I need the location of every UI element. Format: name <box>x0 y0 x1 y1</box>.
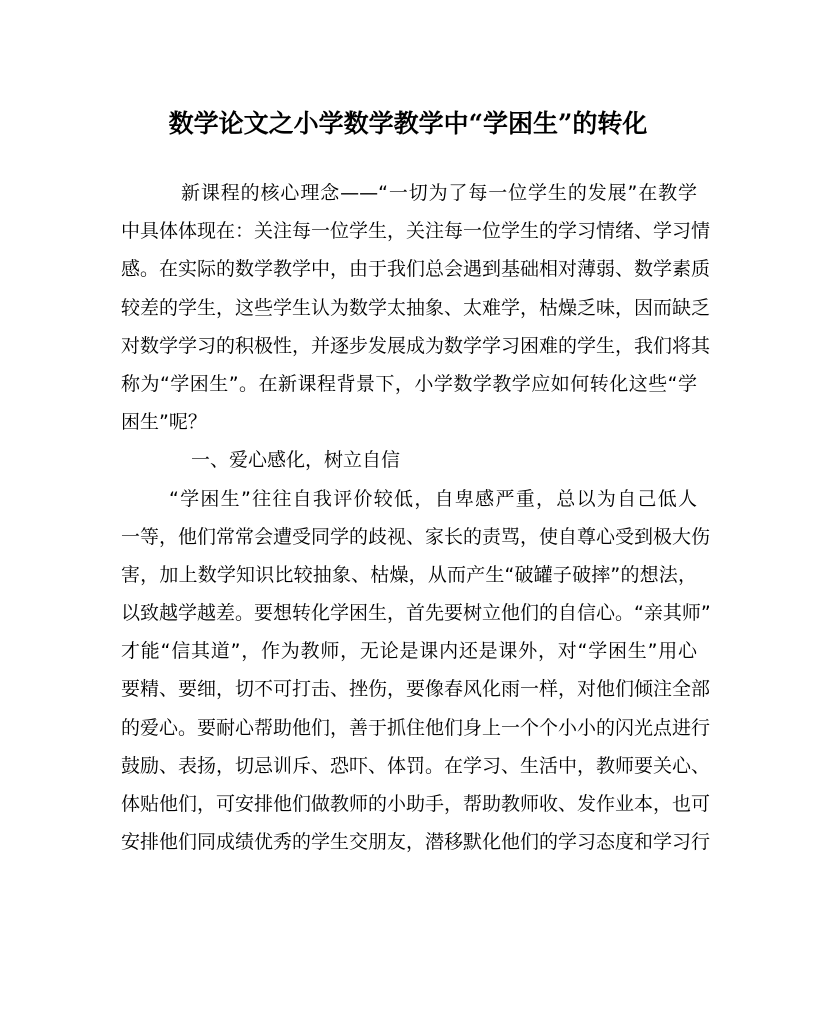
paragraph-line: 才能“信其道”，作为教师，无论是课内还是课外，对“学困生”用心 <box>121 640 697 663</box>
paragraph-line: 感。在实际的数学教学中，由于我们总会遇到基础相对薄弱、数学素质 <box>121 258 711 281</box>
paragraph-line: 中具体体现在：关注每一位学生，关注每一位学生的学习情绪、学习情 <box>121 220 711 243</box>
document-title: 数学论文之小学数学教学中“学困生”的转化 <box>168 109 648 138</box>
document-body <box>121 174 711 861</box>
paragraph-line: 较差的学生，这些学生认为数学太抽象、太难学，枯燥乏味，因而缺乏 <box>121 296 711 319</box>
paragraph-line: 体贴他们，可安排他们做教师的小助手，帮助教师收、发作业本，也可 <box>121 793 711 815</box>
paragraph-line: 困生”呢？ <box>121 411 207 434</box>
paragraph-line: 安排他们同成绩优秀的学生交朋友，潜移默化他们的学习态度和学习行 <box>121 831 711 854</box>
paragraph-line: 称为“学困生”。在新课程背景下，小学数学教学应如何转化这些“学 <box>121 372 697 395</box>
paragraph-line: 鼓励、表扬，切忌训斥、恐吓、体罚。在学习、生活中，教师要关心、 <box>121 754 711 777</box>
paragraph-line: 新课程的核心理念——“一切为了每一位学生的发展”在教学 <box>181 182 697 204</box>
paragraph-line: 的爱心。要耐心帮助他们，善于抓住他们身上一个个小小的闪光点进行 <box>121 716 711 739</box>
paragraph-line: 要精、要细，切不可打击、挫伤，要像春风化雨一样，对他们倾注全部 <box>121 678 711 701</box>
paragraph-line: “学困生”往往自我评价较低，自卑感严重，总以为自己低人 <box>169 487 697 510</box>
paragraph-line: 对数学学习的积极性，并逐步发展成为数学学习困难的学生，我们将其 <box>121 334 711 357</box>
section-heading: 一、爱心感化，树立自信 <box>191 449 401 472</box>
paragraph-line: 以致越学越差。要想转化学困生，首先要树立他们的自信心。“亲其师” <box>121 602 711 625</box>
paragraph-line: 害，加上数学知识比较抽象、枯燥，从而产生“破罐子破摔”的想法， <box>121 563 697 586</box>
paragraph-line: 一等，他们常常会遭受同学的歧视、家长的责骂，使自尊心受到极大伤 <box>121 525 711 548</box>
